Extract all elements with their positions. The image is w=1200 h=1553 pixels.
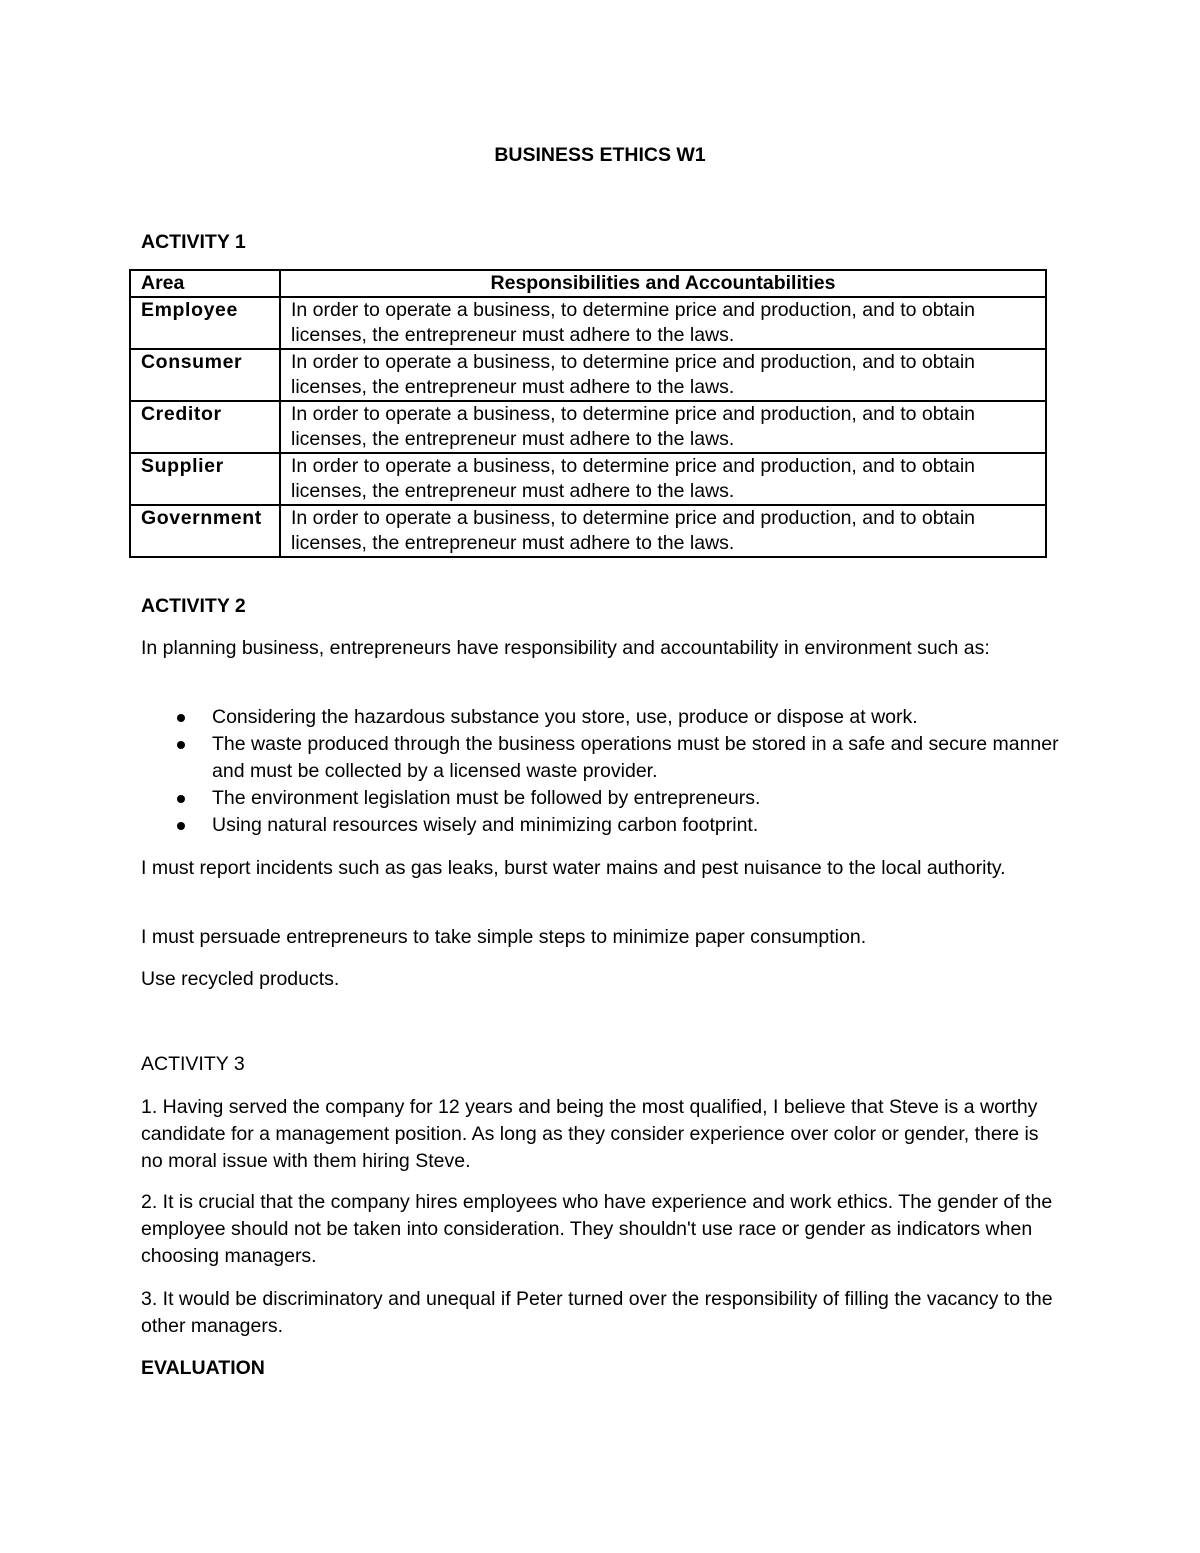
list-item-text: Considering the hazardous substance you store, use, produce or dispose at work. [212, 706, 918, 728]
responsibility-cell: In order to operate a business, to determine price and production, and to obtain licenses, the entrepreneur must adhere to the laws. [280, 505, 1046, 557]
bullet-icon [177, 741, 185, 749]
area-cell: Creditor [130, 401, 280, 453]
responsibility-cell: In order to operate a business, to determine price and production, and to obtain licenses, the entrepreneur must adhere to the laws. [280, 349, 1046, 401]
activity3-answer-1: 1. Having served the company for 12 years and being the most qualified, I believe that Steve is a worthy candidate for a management position. As long as they consider experience over color or gender, there is no moral issue with them hiring Steve. [141, 1096, 1039, 1172]
bullet-icon [177, 714, 185, 722]
header-responsibilities: Responsibilities and Accountabilities [280, 270, 1046, 297]
list-item [141, 785, 1061, 812]
table-row [130, 505, 1046, 557]
activity3-answer-3: 3. It would be discriminatory and unequal if Peter turned over the responsibility of filling the vacancy to the other managers. [141, 1288, 1053, 1337]
activity3-heading: ACTIVITY 3 [141, 1053, 245, 1075]
activity2-paragraph-3: Use recycled products. [141, 968, 340, 990]
area-cell: Supplier [130, 453, 280, 505]
activity3-answer-2: 2. It is crucial that the company hires employees who have experience and work ethics. The gender of the employee should not be taken into consideration. They shouldn't use race or gender as indicators when choosing managers. [141, 1191, 1053, 1267]
area-cell: Employee [130, 297, 280, 349]
area-cell: Government [130, 505, 280, 557]
responsibility-cell: In order to operate a business, to determine price and production, and to obtain licenses, the entrepreneur must adhere to the laws. [280, 297, 1046, 349]
list-item-text: Using natural resources wisely and minimizing carbon footprint. [212, 814, 759, 836]
list-item [141, 731, 1061, 785]
activity2-heading: ACTIVITY 2 [141, 595, 246, 617]
table-row [130, 453, 1046, 505]
table-row [130, 349, 1046, 401]
activity1-heading: ACTIVITY 1 [141, 231, 246, 253]
list-item-text: The waste produced through the business operations must be stored in a safe and secure manner and must be collected by a licensed waste provider. [212, 733, 1059, 782]
activity2-paragraph-1: I must report incidents such as gas leaks, burst water mains and pest nuisance to the local authority. [141, 857, 1006, 879]
activity2-paragraph-2: I must persuade entrepreneurs to take simple steps to minimize paper consumption. [141, 926, 867, 948]
list-item [141, 704, 1061, 731]
table-row [130, 401, 1046, 453]
document-title: BUSINESS ETHICS W1 [494, 144, 706, 166]
list-item-text: The environment legislation must be followed by entrepreneurs. [212, 787, 761, 809]
activity2-intro: In planning business, entrepreneurs have responsibility and accountability in environment such as: [141, 637, 990, 659]
environment-bullet-list [141, 704, 1061, 839]
table-header-row [130, 270, 1046, 297]
header-area: Area [130, 270, 280, 297]
evaluation-heading: EVALUATION [141, 1357, 265, 1379]
area-cell: Consumer [130, 349, 280, 401]
responsibility-cell: In order to operate a business, to determine price and production, and to obtain licenses, the entrepreneur must adhere to the laws. [280, 401, 1046, 453]
responsibility-cell: In order to operate a business, to determine price and production, and to obtain licenses, the entrepreneur must adhere to the laws. [280, 453, 1046, 505]
responsibilities-table [129, 269, 1047, 558]
bullet-icon [177, 822, 185, 830]
bullet-icon [177, 795, 185, 803]
list-item [141, 812, 1061, 839]
table-row [130, 297, 1046, 349]
